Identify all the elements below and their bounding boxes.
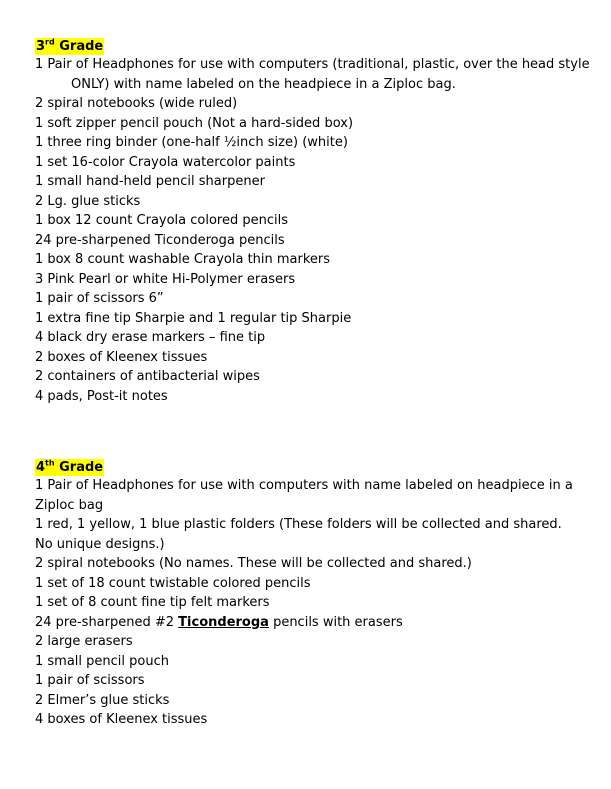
list-item: 2 large erasers	[35, 634, 133, 649]
list-item: 2 containers of antibacterial wipes	[35, 369, 260, 384]
list-item: 1 small hand-held pencil sharpener	[35, 174, 265, 189]
list-item: 2 boxes of Kleenex tissues	[35, 349, 208, 365]
list-item-pencils	[35, 613, 595, 633]
grade-4-section	[35, 456, 595, 730]
list-item: 1 small pencil pouch	[35, 653, 169, 669]
list-item: 2 Elmer’s glue sticks	[35, 692, 170, 708]
grade-3-section	[35, 35, 595, 406]
list-item: 1 box 12 count Crayola colored pencils	[35, 213, 289, 228]
list-item: 1 Pair of Headphones for use with computers with name labeled on headpiece in a Ziploc bag	[35, 478, 573, 513]
list-item: 1 red, 1 yellow, 1 blue plastic folders (These folders will be collected and shared. No unique designs.)	[35, 517, 562, 552]
pencils-prefix: 24 pre-sharpened #2	[35, 614, 179, 630]
list-item: 3 Pink Pearl or white Hi-Polymer erasers	[35, 271, 296, 287]
list-item: 2 Lg. glue sticks	[35, 193, 141, 209]
grade-4-heading	[35, 459, 104, 476]
list-item: 4 black dry erase markers – fine tip	[35, 330, 266, 345]
list-item: 1 Pair of Headphones for use with computers (traditional, plastic, over the head style ONLY) with name labeled on the headpiece in a Ziploc bag.	[35, 57, 590, 92]
grade-3-heading	[35, 38, 104, 55]
list-item: 1 extra fine tip Sharpie and 1 regular tip Sharpie	[35, 310, 352, 326]
list-item: 1 three ring binder (one-half ½inch size) (white)	[35, 135, 348, 150]
list-item: 1 box 8 count washable Crayola thin markers	[35, 252, 331, 267]
list-item: 1 set of 8 count fine tip felt markers	[35, 595, 270, 610]
list-item: 24 pre-sharpened Ticonderoga pencils	[35, 232, 285, 248]
grade-3-heading-text: Grade	[59, 39, 104, 54]
list-item: 2 spiral notebooks (wide ruled)	[35, 96, 238, 111]
grade-3-heading-number: 3	[36, 39, 46, 54]
pencils-brand: Ticonderoga	[178, 614, 269, 630]
list-item: 2 spiral notebooks (No names. These will be collected and shared.)	[35, 556, 472, 571]
list-item: 1 soft zipper pencil pouch (Not a hard-sided box)	[35, 115, 354, 131]
grade-3-heading-suffix: rd	[45, 37, 55, 47]
grade-4-heading-suffix: th	[45, 458, 55, 468]
grade-4-heading-text: Grade	[59, 460, 104, 475]
list-item: 1 pair of scissors 6”	[35, 291, 164, 306]
list-item: 1 set of 18 count twistable colored pencils	[35, 575, 311, 591]
list-item: 4 boxes of Kleenex tissues	[35, 712, 208, 727]
list-item: 4 pads, Post-it notes	[35, 388, 168, 404]
grade-4-heading-number: 4	[36, 460, 46, 475]
grade-3-supply-list	[35, 55, 595, 406]
list-item: 1 set 16-color Crayola watercolor paints	[35, 154, 296, 170]
list-item: 1 pair of scissors	[35, 673, 145, 688]
pencils-suffix: pencils with erasers	[268, 614, 403, 630]
grade-4-supply-list	[35, 476, 595, 730]
